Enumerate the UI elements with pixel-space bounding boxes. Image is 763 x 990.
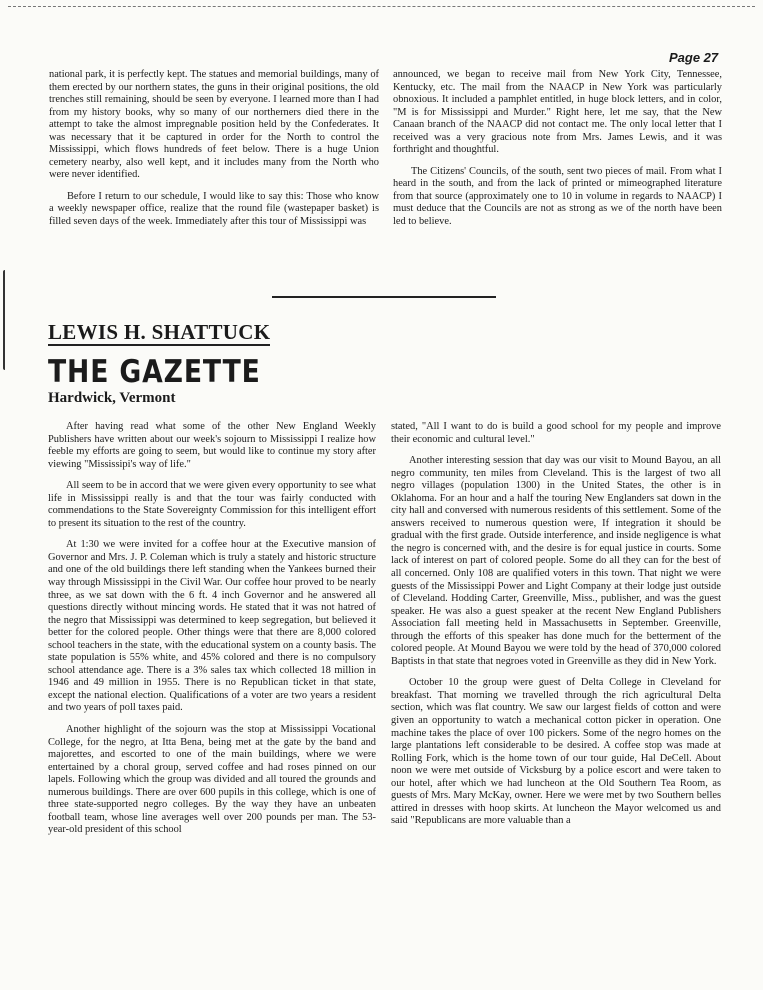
paragraph: Another interesting session that day was our visit to Mound Bayou, an all negro community, ten miles from Cleveland. This is the largest of two all negro villages (population 1300) in the United States, the other is in Oklahoma. For an hour and a half the touring New Englanders sat down in the city hall and conversed with numerous residents of this settlement. Some of the answers received to numerous question were, If integration it should be gradual with the first grade. Outside interference, and inside negligence is what the negro is concerned with, and the desire is for equal justice in courts. Some lack of interest on part of colored people. Some do all they can for the best of all concerned. Only 108 are qualified voters in this town. That night we were guests of the Mississippi Power and Light Company at their lodge just outside of Cleveland. Hodding Carter, Greenville, Miss., publisher, and was the guest speaker. He was also a guest speaker at the recent New England Publishers Association fall meeting held in Massachusetts in September. Greenville, through the efforts of this speaker has done much for the betterment of the colored people. At Mound Bayou we were told by the head of 370,000 colored Baptists in that state that negroes voted in Greenville as they did in New York. <box>391 455 721 667</box>
section-divider <box>272 296 496 298</box>
author-name: LEWIS H. SHATTUCK <box>48 320 271 344</box>
article-right-column <box>391 421 721 837</box>
newspaper-location: Hardwick, Vermont <box>48 390 176 406</box>
top-left-column <box>49 69 379 238</box>
binding-edge-mark <box>3 270 9 370</box>
paragraph: After having read what some of the other New England Weekly Publishers have written about our week's sojourn to Mississippi I realize how feeble my efforts are going to seem, but would like to continue my story after viewing "Mississipi's way of life." <box>48 421 376 470</box>
paragraph: October 10 the group were guest of Delta College in Cleveland for breakfast. That morning we travelled through the rich agricultural Delta section, which was flat country. We saw our largest fields of cotton and were given an opportunity to watch a mechanical cotton picker in operation. One machine takes the place of over 100 pickers. Some of the negro homes on the large plantations left considerable to be desired. A coffee stop was made at Rolling Fork, which is the home town of our tour guide, Hal DeCell. About noon we were met outside of Vicksburg by a police escort and were taken to our hotel, after which we had luncheon at the Old Southern Tea Room, as guests of Mrs. Mary McKay, owner. Here we were met by two Southern belles attired in dresses with hoop skirts. At luncheon the Mayor welcomed us and said "Republicans are more valuable than a <box>391 677 721 827</box>
paragraph: Before I return to our schedule, I would like to say this: Those who know a weekly newspaper office, realize that the round file (wastepaper basket) is filled seven days of the week. Immediately after this tour of Mississippi was <box>49 190 379 228</box>
paragraph: announced, we began to receive mail from New York City, Tennessee, Kentucky, etc. The mail from the NAACP in New York was particularly obnoxious. It included a pamphlet entitled, in huge block letters, and in color, "M is for Mississippi and Murder." Right here, let me say, that the New Canaan branch of the NAACP did not contact me. The only local letter that I received was a very gracious note from Mrs. James Lewis, and it was forthright and thoughtful. <box>393 69 722 156</box>
paragraph: national park, it is perfectly kept. The statues and memorial buildings, many of them erected by our northern states, the guns in their original positions, the old trenches still remaining, should be seen by everyone. I learned more than I had from my history books, why so many of our northerners died there in the attempt to take the almost impregnable position held by the Confederates. It was necessary that it be captured in order for the North to control the Mississippi, which flows hundreds of feet below. There is a huge Union cemetery nearby, also well kept, and it includes many from the North who were never identified. <box>49 69 379 181</box>
newspaper-title: THE GAZETTE <box>48 354 261 390</box>
top-border-rule <box>8 6 755 7</box>
article-left-column <box>48 421 376 846</box>
paragraph: stated, "All I want to do is build a good school for my people and improve their economic and cultural level." <box>391 421 721 445</box>
paragraph: The Citizens' Councils, of the south, sent two pieces of mail. From what I heard in the south, and from the lack of printed or mimeographed literature from that source (approximately one to 10 in volume in regards to NAACP) I must deduce that the Councils are not as strong as we of the north have been led to believe. <box>393 165 722 228</box>
page-number: Page 27 <box>669 50 719 65</box>
paragraph: At 1:30 we were invited for a coffee hour at the Executive mansion of Governor and Mrs. J. P. Coleman which is truly a stately and historic structure and one of the old buildings there left standing when the Yankees burned their way through Mississippi in the Civil War. Our coffee hour proved to be nearly three, as we sat down with the 6 ft. 4 inch Governor and he answered all questions directly without mincing words. He stated that it was not hatred of the negro that Mississippi was determined to keep segregation, but believed it better for the colored people. Other things were that there are 8,000 colored school teachers in the state, with the educational system on a county basis. The state population is 55% white, and 45% colored and there is no compulsory school attendance age. There is a 3% sales tax which collected 18 million in 1946 and 49 million in 1955. There is no Republican ticket in that state, except the national election. Qualifications of a voter are two years a resident and two years of poll taxes paid. <box>48 539 376 714</box>
paragraph: Another highlight of the sojourn was the stop at Mississippi Vocational College, for the negro, at Itta Bena, being met at the gate by the band and majorettes, and escorted to one of the main buildings, where we were entertained by a choral group, served coffee and had roses pinned on our lapels. Following which the group was divided and all toured the grounds and numerous buildings. There are over 600 pupils in this college, which is one of three state-supported negro colleges. By the way they have an unbeaten football team, whose line averages well over 200 pounds per man. The 53-year-old president of this school <box>48 724 376 836</box>
top-right-column <box>393 69 722 238</box>
paragraph: All seem to be in accord that we were given every opportunity to see what life in Mississippi really is and that the tour was fairly conducted with commendations to the State Sovereignty Commission for this intelligent effort to present its situation to the rest of the country. <box>48 480 376 529</box>
